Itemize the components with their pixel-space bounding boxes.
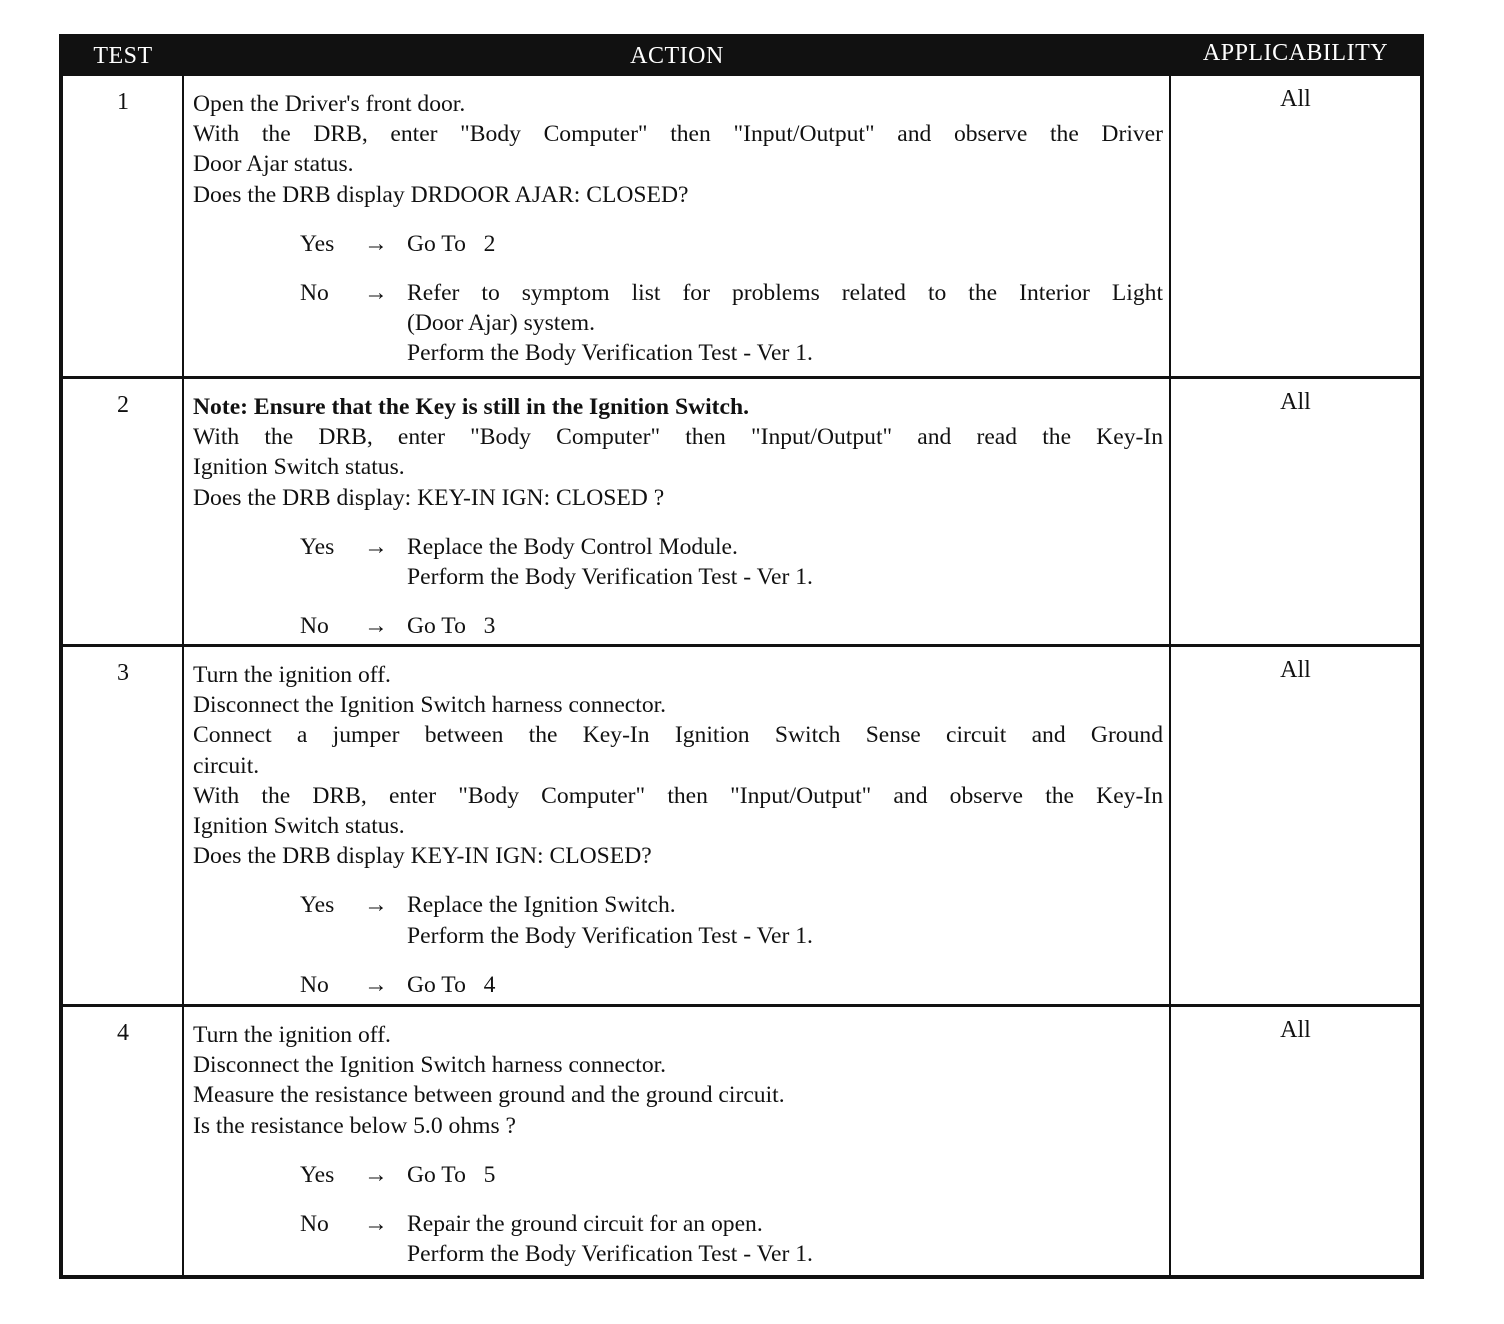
response-label: Yes [300, 892, 335, 919]
response-label: Yes [300, 230, 335, 257]
response-line: Go To 3 [407, 613, 496, 640]
response-line: Go To 4 [407, 971, 496, 998]
arrow-icon: → [364, 613, 388, 640]
response-line: Perform the Body Verification Test - Ver 1. [407, 340, 813, 367]
action-line: Disconnect the Ignition Switch harness connector. [193, 1052, 667, 1079]
arrow-icon: → [364, 1211, 388, 1238]
response-line: Perform the Body Verification Test - Ver 1. [407, 564, 813, 591]
arrow-icon: → [364, 230, 388, 257]
response-label: No [300, 613, 329, 640]
action-line: With the DRB, enter "Body Computer" then "Input/Output" and read the Key-In [193, 424, 1163, 451]
response-line: Go To 2 [407, 230, 496, 257]
response-no [193, 278, 1163, 369]
test-number: 2 [117, 392, 129, 418]
table-row [63, 1004, 1420, 1278]
applicability-cell: All [1280, 389, 1311, 415]
action-line: With the DRB, enter "Body Computer" then "Input/Output" and observe the Key-In [193, 782, 1163, 809]
response-yes [193, 532, 1163, 592]
response-line: Repair the ground circuit for an open. [407, 1211, 763, 1238]
applicability-cell: All [1280, 86, 1311, 112]
arrow-icon: → [364, 892, 388, 919]
action-line: circuit. [193, 752, 260, 779]
action-line: Ignition Switch status. [193, 454, 405, 481]
arrow-icon: → [364, 971, 388, 998]
arrow-icon: → [364, 533, 388, 560]
test-number: 3 [117, 660, 129, 686]
action-line: Turn the ignition off. [193, 1022, 391, 1048]
action-line: Door Ajar status. [193, 151, 354, 178]
response-line: Replace the Body Control Module. [407, 533, 738, 560]
action-line: Connect a jumper between the Key-In Ignition Switch Sense circuit and Ground [193, 722, 1163, 749]
response-no [193, 970, 1163, 1000]
action-line: Measure the resistance between ground and the ground circuit. [193, 1082, 785, 1109]
action-line: Ignition Switch status. [193, 813, 405, 840]
action-note: Note: Ensure that the Key is still in the Ignition Switch. [193, 394, 750, 420]
header-action: ACTION [630, 43, 724, 69]
response-no [193, 1209, 1163, 1269]
action-line: With the DRB, enter "Body Computer" then "Input/Output" and observe the Driver [193, 121, 1163, 148]
action-line: Is the resistance below 5.0 ohms ? [193, 1112, 517, 1139]
action-line: Open the Driver's front door. [193, 91, 466, 117]
table-row [63, 76, 1420, 376]
response-line: (Door Ajar) system. [407, 310, 596, 337]
response-line: Replace the Ignition Switch. [407, 892, 676, 919]
response-label: Yes [300, 1161, 335, 1188]
response-line: Refer to symptom list for problems related to the Interior Light [407, 280, 1163, 307]
arrow-icon: → [364, 280, 388, 307]
response-label: No [300, 971, 329, 998]
response-line: Go To 5 [407, 1161, 496, 1188]
action-line: Disconnect the Ignition Switch harness connector. [193, 692, 667, 719]
action-line: Turn the ignition off. [193, 662, 391, 688]
header-test: TEST [93, 43, 153, 69]
response-yes [193, 229, 1163, 259]
response-label: No [300, 1211, 329, 1238]
arrow-icon: → [364, 1161, 388, 1188]
diagnostic-test-table [59, 34, 1424, 1279]
action-cell [193, 660, 1163, 1000]
table-header [63, 38, 1420, 76]
response-label: Yes [300, 533, 335, 560]
response-label: No [300, 280, 329, 307]
response-line: Perform the Body Verification Test - Ver 1. [407, 1241, 813, 1268]
table-row [63, 644, 1420, 1007]
action-cell [193, 89, 1163, 369]
applicability-cell: All [1280, 657, 1311, 683]
action-line: Does the DRB display DRDOOR AJAR: CLOSED? [193, 181, 689, 208]
action-cell [193, 1020, 1163, 1269]
action-line: Does the DRB display: KEY-IN IGN: CLOSED ? [193, 484, 665, 511]
table-row [63, 376, 1420, 647]
action-cell [193, 392, 1163, 641]
response-yes [193, 890, 1163, 950]
response-line: Perform the Body Verification Test - Ver 1. [407, 922, 813, 949]
response-no [193, 611, 1163, 641]
test-number: 4 [117, 1020, 129, 1046]
header-applicability: APPLICABILITY [1202, 40, 1389, 66]
response-yes [193, 1160, 1163, 1190]
applicability-cell: All [1280, 1017, 1311, 1043]
test-number: 1 [117, 89, 129, 115]
action-line: Does the DRB display KEY-IN IGN: CLOSED? [193, 843, 652, 870]
